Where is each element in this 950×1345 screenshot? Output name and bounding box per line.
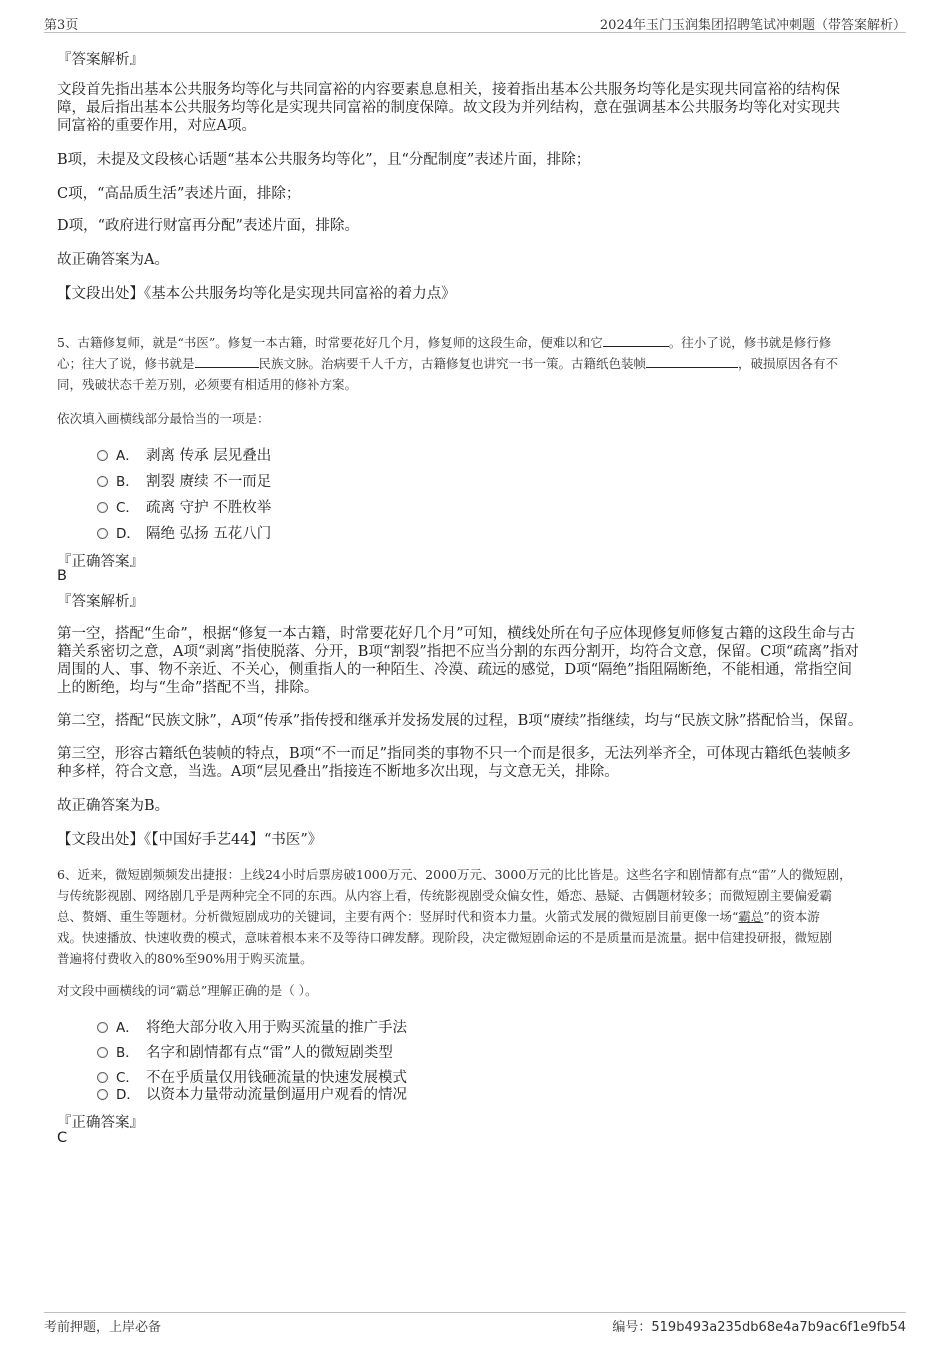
q4-option-c-note: C项，“高品质生活”表述片面，排除；	[57, 186, 301, 202]
q4-source: 【文段出处】《基本公共服务均等化是实现共同富裕的着力点》	[57, 286, 456, 302]
q5-stem-line: 同，残破状态千差万别，必须要有相适用的修补方案。	[57, 377, 358, 392]
underlined-term: 霸总	[738, 909, 764, 924]
q4-analysis-line: 同富裕的重要作用，对应A项。	[57, 118, 256, 134]
q5-analysis-line: 上的断绝，均与“生命”搭配不当，排除。	[57, 680, 319, 696]
q6-answer: C	[57, 1130, 68, 1146]
q5-conclusion: 故正确答案为B。	[57, 798, 170, 814]
q5-answer: B	[57, 568, 67, 584]
q5-option-d[interactable]: D． 隔绝 弘扬 五花八门	[97, 522, 271, 543]
radio-icon[interactable]	[97, 1072, 108, 1083]
q5-analysis-line: 周围的人、事、物不亲近、不关心，侧重指人的一种陌生、冷漠、疏远的感觉，D项“隔绝”指阻隔断绝，不能相通，常指空间	[57, 662, 852, 678]
q6-option-c[interactable]: C． 不在乎质量仅用钱砸流量的快速发展模式	[97, 1066, 407, 1087]
q4-conclusion: 故正确答案为A。	[57, 252, 169, 268]
q5-analysis-line: 第一空，搭配“生命”，根据“修复一本古籍，时常要花好几个月”可知，横线处所在句子应体现修复师修复古籍的这段生命与古	[57, 626, 856, 642]
q5-option-b[interactable]: B． 割裂 赓续 不一而足	[97, 470, 271, 491]
page-footer	[44, 1312, 906, 1333]
radio-icon[interactable]	[97, 1022, 108, 1033]
q6-answer-label: 『正确答案』	[57, 1115, 144, 1131]
q5-source: 【文段出处】《【中国好手艺44】“书医”》	[57, 832, 323, 848]
document-code: 编号：519b493a235db68e4a7b9ac6f1e9fb54	[612, 1320, 906, 1335]
q6-prompt: 对文段中画横线的词“霸总”理解正确的是（ ）。	[57, 983, 318, 998]
document-title: 2024年玉门玉润集团招聘笔试冲刺题（带答案解析）	[599, 18, 906, 33]
q6-stem-line: 与传统影视剧、网络剧几乎是两种完全不同的东西。从内容上看，传统影视剧受众偏女性，婚恋、悬疑、古偶题材较多；而微短剧主要偏爱霸	[57, 888, 833, 903]
q4-option-b-note: B项，未提及文段核心话题“基本公共服务均等化”，且“分配制度”表述片面，排除；	[57, 152, 591, 168]
q6-stem-line: 戏。快速播放、快速收费的模式，意味着根本来不及等待口碑发酵。现阶段，决定微短剧命运的不是质量而是流量。据中信建投研报，微短剧	[57, 930, 833, 945]
q4-option-d-note: D项，“政府进行财富再分配”表述片面，排除。	[57, 218, 359, 234]
q4-analysis-label: 『答案解析』	[57, 52, 144, 68]
q6-stem-line: 6、近来，微短剧频频发出捷报：上线24小时后票房破1000万元、2000万元、3000万元的比比皆是。这些名字和剧情都有点“雷”人的微短剧，	[57, 867, 852, 882]
page-number: 第3页	[44, 18, 79, 33]
page-header	[44, 14, 906, 33]
q5-option-c[interactable]: C． 疏离 守护 不胜枚举	[97, 496, 271, 517]
q6-stem-line: 总、赘婿、重生等题材。分析微短剧成功的关键词，主要有两个：竖屏时代和资本力量。火箭式发展的微短剧目前更像一场“霸总”的资本游	[57, 909, 820, 924]
q6-stem-line: 普遍将付费收入的80%至90%用于购买流量。	[57, 951, 313, 966]
q4-analysis-line: 文段首先指出基本公共服务均等化与共同富裕的内容要素息息相关，接着指出基本公共服务均等化是实现共同富裕的结构保	[57, 82, 840, 98]
q5-stem-line: 心；往大了说，修书就是 民族文脉。治病要千人千方，古籍修复也讲究一书一策。古籍纸色装帧 ，破损原因各有不	[57, 356, 839, 371]
q5-analysis-line: 籍关系密切之意，A项“剥离”指使脱落、分开，B项“割裂”指把不应当分割的东西分割开，均符合文意，保留。C项“疏离”指对	[57, 644, 859, 660]
q5-analysis-label: 『答案解析』	[57, 594, 144, 610]
footer-slogan: 考前押题，上岸必备	[44, 1320, 162, 1335]
q5-analysis-line: 第二空，搭配“民族文脉”，A项“传承”指传授和继承并发扬发展的过程，B项“赓续”指继续，均与“民族文脉”搭配恰当，保留。	[57, 713, 863, 729]
q5-option-a[interactable]: A． 剥离 传承 层见叠出	[97, 444, 271, 465]
q6-option-a[interactable]: A． 将绝大部分收入用于购买流量的推广手法	[97, 1016, 407, 1037]
q5-answer-label: 『正确答案』	[57, 554, 144, 570]
radio-icon[interactable]	[97, 476, 108, 487]
q4-analysis-line: 障，最后指出基本公共服务均等化是实现共同富裕的制度保障。故文段为并列结构，意在强调基本公共服务均等化对实现共	[57, 100, 840, 116]
radio-icon[interactable]	[97, 1089, 108, 1100]
radio-icon[interactable]	[97, 1047, 108, 1058]
radio-icon[interactable]	[97, 528, 108, 539]
radio-icon[interactable]	[97, 450, 108, 461]
q6-option-b[interactable]: B． 名字和剧情都有点“雷”人的微短剧类型	[97, 1041, 393, 1062]
q5-stem-line: 5、古籍修复师，就是“书医”。修复一本古籍，时常要花好几个月，修复师的这段生命，便难以和它 。往小了说，修书就是修行修	[57, 335, 832, 350]
q5-analysis-line: 种多样，符合文意，当选。A项“层见叠出”指接连不断地多次出现，与文意无关，排除。	[57, 764, 619, 780]
q5-analysis-line: 第三空，形容古籍纸色装帧的特点，B项“不一而足”指同类的事物不只一个而是很多，无法列举齐全，可体现古籍纸色装帧多	[57, 746, 851, 762]
radio-icon[interactable]	[97, 502, 108, 513]
q6-option-d[interactable]: D． 以资本力量带动流量倒逼用户观看的情况	[97, 1083, 407, 1104]
q5-prompt: 依次填入画横线部分最恰当的一项是：	[57, 411, 270, 426]
